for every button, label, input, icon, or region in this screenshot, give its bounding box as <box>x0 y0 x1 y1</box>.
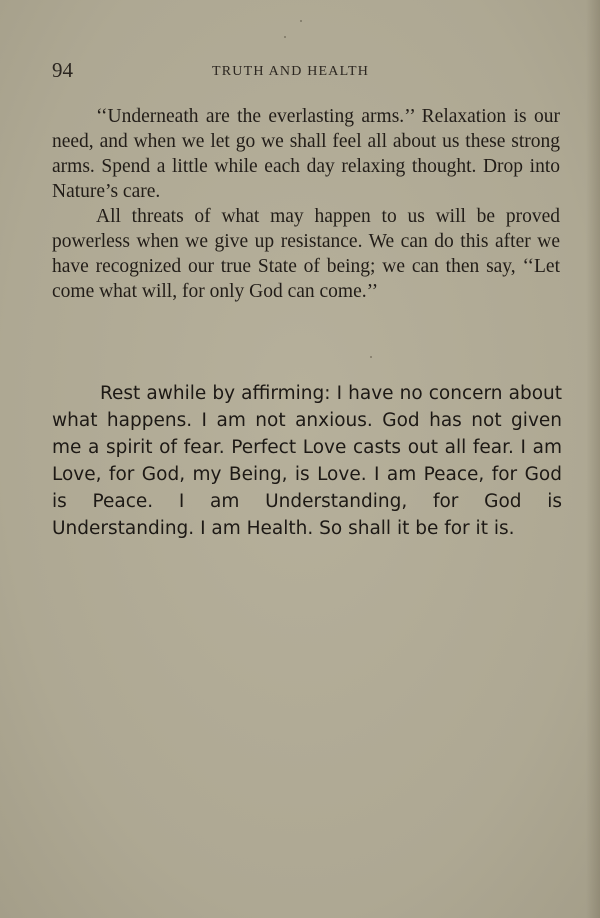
affirmation-paragraph: Rest awhile by affirming: I have no concern about what happens. I am not anxious. God has not given me a spirit of fear. Perfect Love casts out all fear. I am Love, for God, my Being, is Love. I am Peace, for God is Peace. I am Understanding, for God is Understanding. I am Health. So shall it be for it is. <box>52 383 562 539</box>
paragraph-2: All threats of what may happen to us will be proved powerless when we give up resistance. We can do this after we have recognized our true State of being; we can then say, ‘‘Let come what will, for only God can come.’’ <box>52 206 560 302</box>
page-header <box>0 58 600 88</box>
body-text <box>52 104 560 304</box>
page-number: 94 <box>52 58 73 82</box>
paper-speck <box>370 356 372 358</box>
page-edge-shadow <box>586 0 600 918</box>
paper-speck <box>284 36 286 38</box>
running-head: TRUTH AND HEALTH <box>212 64 370 79</box>
paragraph-1: ‘‘Underneath are the everlasting arms.’’ Relaxation is our need, and when we let go we shall feel all about us these strong arms. Spend a little while each day relaxing thought. Drop into Nature’s care. <box>52 106 560 202</box>
paper-speck <box>300 20 302 22</box>
